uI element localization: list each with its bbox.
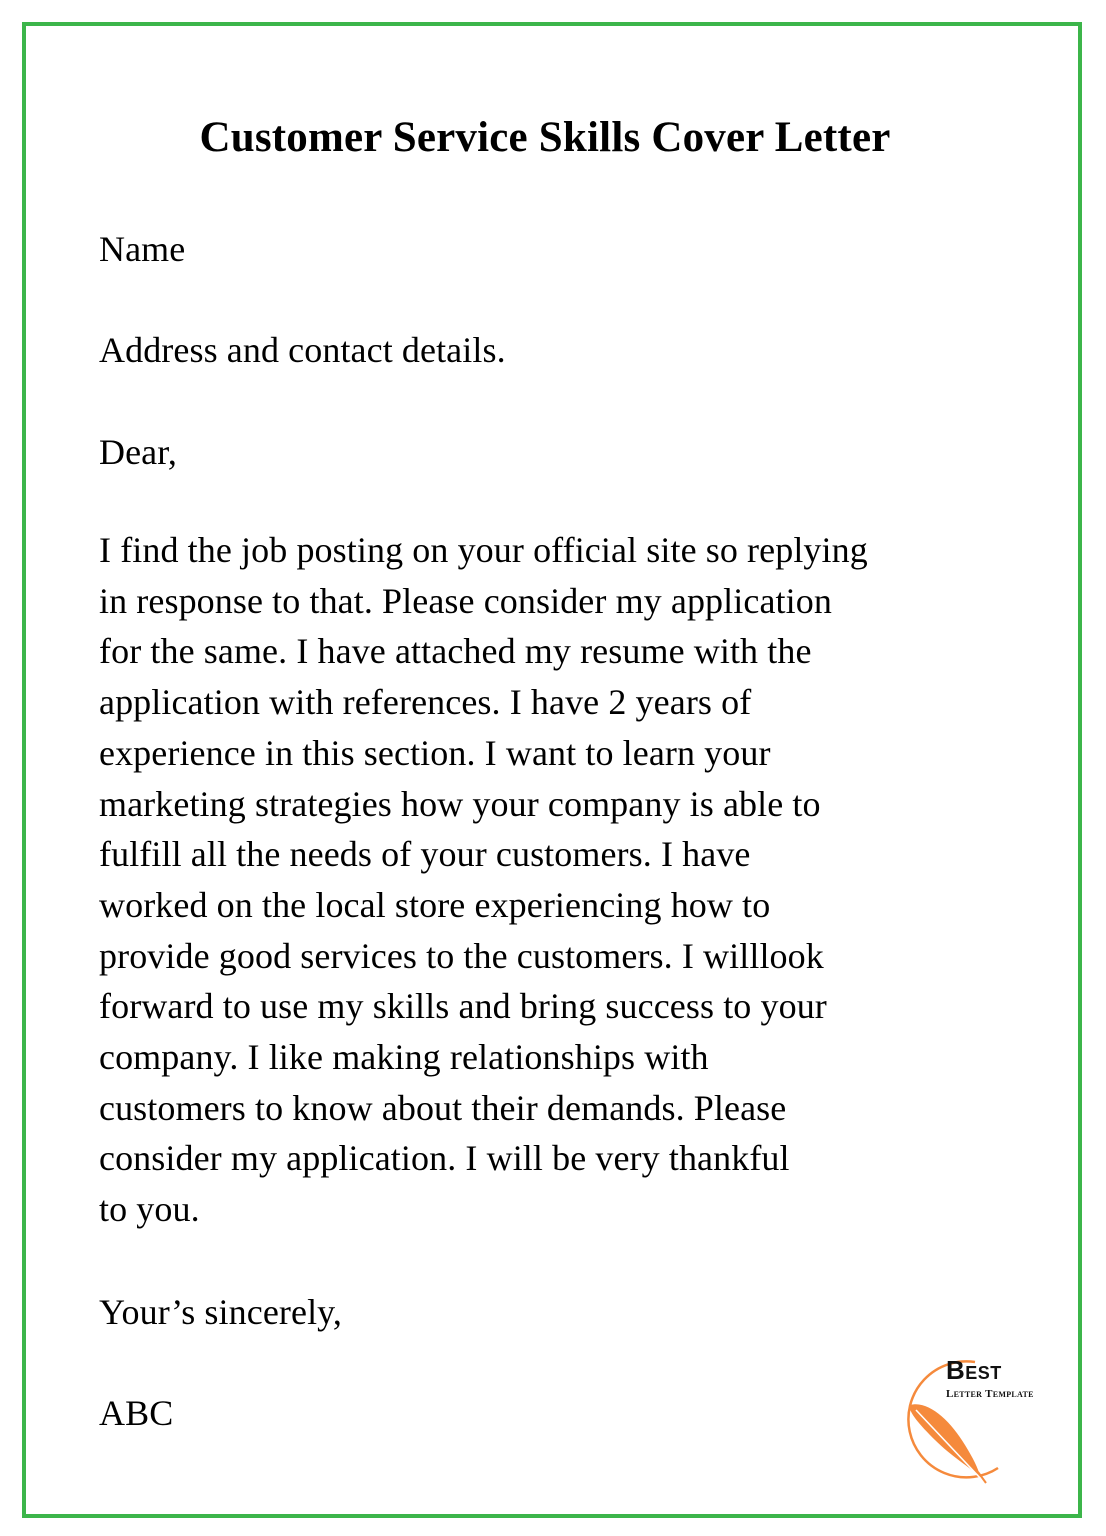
body-line: I find the job posting on your official site so replying <box>99 530 868 570</box>
name-line: Name <box>99 229 186 269</box>
body-line: provide good services to the customers. I willlook <box>99 935 824 976</box>
body-line: to you. <box>99 1189 200 1230</box>
salutation: Dear, <box>99 432 178 472</box>
body-line: consider my application. I will be very thankful <box>99 1138 790 1179</box>
body-line: experience in this section. I want to learn your <box>99 732 771 773</box>
body-line: company. I like making relationships with <box>99 1037 709 1078</box>
body-line: fulfill all the needs of your customers. I have <box>99 834 751 875</box>
body-line: customers to know about their demands. Please <box>99 1087 787 1128</box>
logo-brand: Best <box>946 1355 1002 1385</box>
body-line: worked on the local store experiencing how to <box>99 884 771 925</box>
body-line: in response to that. Please consider my application <box>99 580 832 621</box>
body-line: application with references. I have 2 years of <box>99 682 752 723</box>
body-line: marketing strategies how your company is able to <box>99 783 821 824</box>
signature: ABC <box>99 1393 174 1433</box>
address-line: Address and contact details. <box>99 330 506 370</box>
closing: Your’s sincerely, <box>99 1292 343 1332</box>
letter-body <box>99 525 868 1235</box>
document-title: Customer Service Skills Cover Letter <box>199 114 891 161</box>
body-line: forward to use my skills and bring success to your <box>99 986 827 1027</box>
logo-tagline: Letter Template <box>946 1388 1034 1400</box>
body-line: for the same. I have attached my resume with the <box>99 631 812 672</box>
